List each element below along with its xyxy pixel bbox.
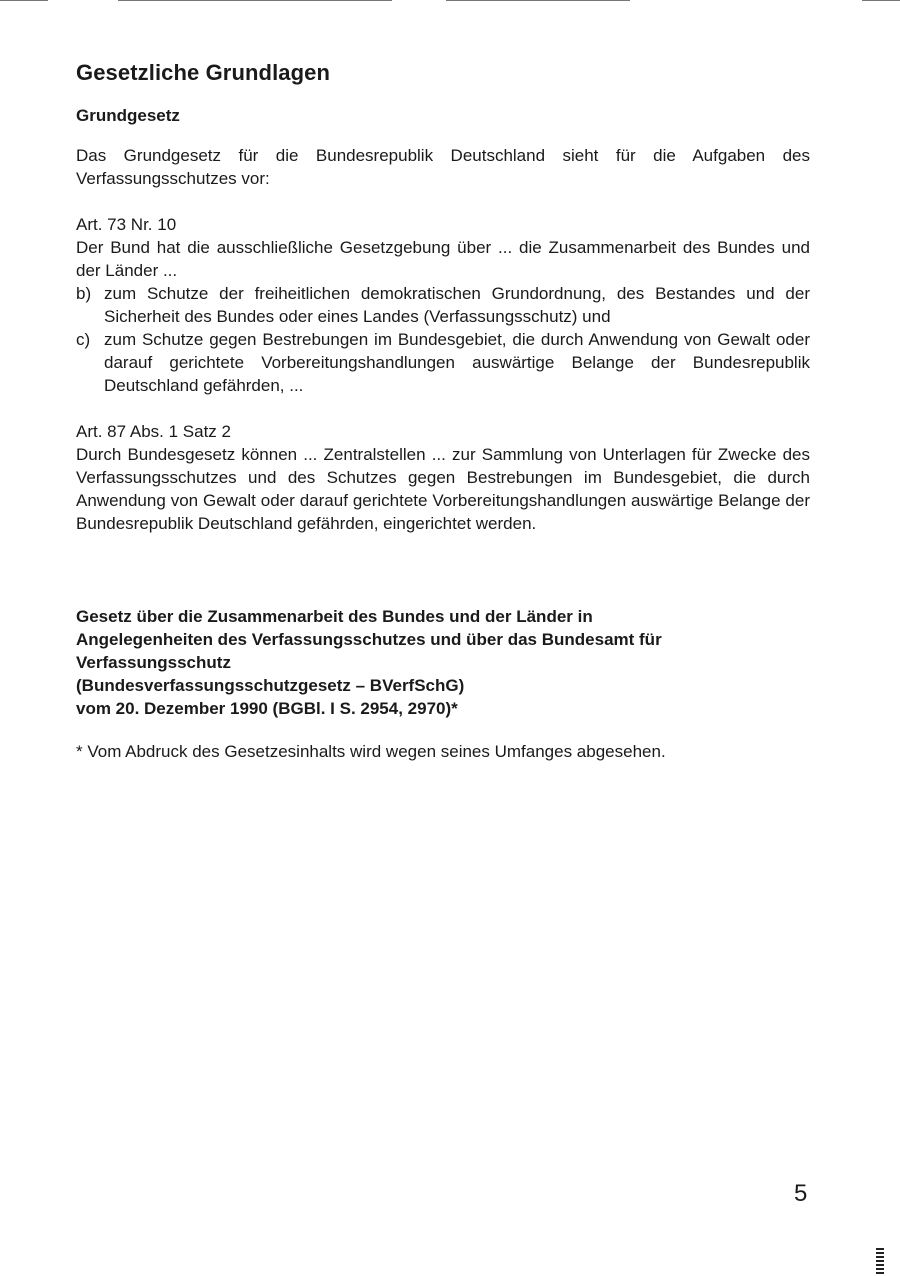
top-rule-middle	[118, 0, 392, 1]
top-rule-right	[446, 0, 630, 1]
scan-edge-mark	[876, 1248, 884, 1274]
intro-paragraph: Das Grundgesetz für die Bundesrepublik Deutschland sieht für die Aufgaben des Verfassungsschutzes vor:	[76, 146, 810, 188]
law-date-reference: vom 20. Dezember 1990 (BGBl. I S. 2954, 2970)*	[76, 699, 458, 718]
section-heading: Grundgesetz	[76, 106, 180, 125]
law-title-line: Verfassungsschutz	[76, 653, 231, 672]
page-number: 5	[794, 1180, 808, 1207]
footnote: * Vom Abdruck des Gesetzesinhalts wird wegen seines Umfanges abgesehen.	[76, 742, 666, 761]
list-marker: b)	[76, 284, 92, 303]
law-title-line: Angelegenheiten des Verfassungsschutzes und über das Bundesamt für	[76, 630, 662, 649]
article-73-text: Der Bund hat die ausschließliche Gesetzgebung über ... die Zusammenarbeit des Bundes und der Länder ...	[76, 238, 810, 280]
law-title-line: Gesetz über die Zusammenarbeit des Bundes und der Länder in	[76, 607, 593, 626]
article-87-text: Durch Bundesgesetz können ... Zentralstellen ... zur Sammlung von Unterlagen für Zwecke des Verfassungsschutzes und des Schutzes gegen Bestrebungen im Bundesgebiet, die durch Anwendung von Gewalt oder darauf gerichtete Vorbereitungshandlungen auswärtige Belange der Bundesrepublik Deutschland gefährden, eingerichtet werden.	[76, 445, 810, 533]
list-marker: c)	[76, 330, 91, 349]
list-item	[76, 282, 810, 328]
law-title-block	[76, 605, 810, 720]
article-87-reference: Art. 87 Abs. 1 Satz 2	[76, 422, 231, 441]
page-content	[76, 60, 810, 763]
article-73-reference: Art. 73 Nr. 10	[76, 215, 177, 234]
list-item-text: zum Schutze der freiheitlichen demokratischen Grundordnung, des Bestandes und der Sicherheit des Bundes oder eines Landes (Verfassungsschutz) und	[104, 284, 810, 326]
page-title: Gesetzliche Grundlagen	[76, 60, 331, 85]
list-item	[76, 328, 810, 397]
top-rule-far-right	[862, 0, 900, 1]
top-rule-left	[0, 0, 48, 1]
law-short-title: (Bundesverfassungsschutzgesetz – BVerfSchG)	[76, 676, 465, 695]
list-item-text: zum Schutze gegen Bestrebungen im Bundesgebiet, die durch Anwendung von Gewalt oder darauf gerichtete Vorbereitungshandlungen auswärtige Belange der Bundesrepublik Deutschland gefährden, ...	[104, 330, 810, 395]
